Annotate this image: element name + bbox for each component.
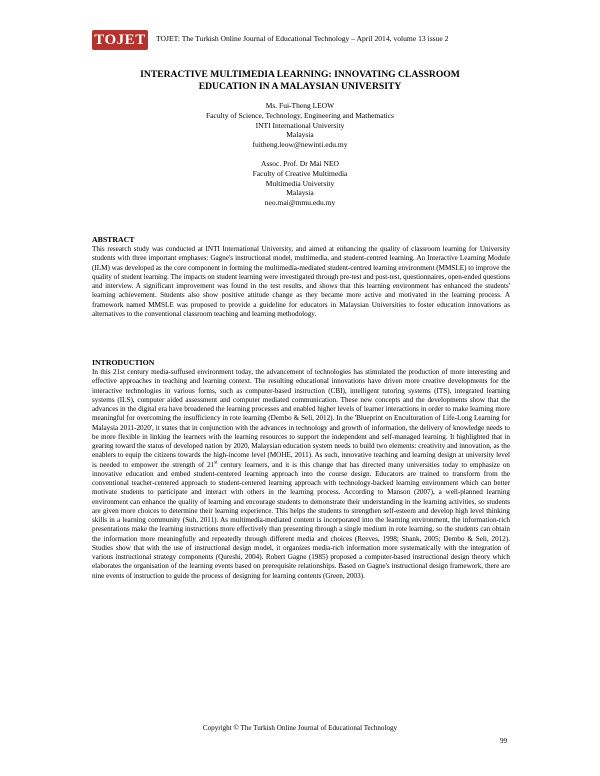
author-list bbox=[60, 101, 540, 217]
author-name: Ms. Fui-Theng LEOW bbox=[265, 101, 335, 110]
author-email: neo.mai@mmu.edu.my bbox=[264, 198, 336, 208]
author-email: fuitheng.leow@newinti.edu.my bbox=[252, 140, 348, 150]
author-block bbox=[60, 159, 540, 208]
copyright-footer: Copyright © The Turkish Online Journal of Educational Technology bbox=[202, 724, 398, 732]
author-name: Assoc. Prof. Dr Mai NEO bbox=[261, 158, 339, 168]
author-country: Malaysia bbox=[286, 188, 314, 198]
author-institution: INTI International University bbox=[255, 120, 345, 130]
page-number: 99 bbox=[500, 737, 508, 745]
introduction-text bbox=[92, 368, 510, 581]
author-institution: Multimedia University bbox=[265, 178, 335, 188]
title-line-1: INTERACTIVE MULTIMEDIA LEARNING: INNOVATING CLASSROOM bbox=[140, 69, 460, 80]
title-line-2: EDUCATION IN A MALAYSIAN UNIVERSITY bbox=[198, 80, 402, 92]
journal-logo: TOJET bbox=[92, 30, 148, 50]
abstract-heading: ABSTRACT bbox=[92, 235, 135, 244]
introduction-text-part-2: century learners, and it is this change that has directed many universities today to emphasize on innovative education and embed student-centered learning approach into the course design. Educators are trained to transform from the conventional teacher-centered approach to student-centered learning approach with technology-backed learning environment which can better motivate students to participate and interact with others in the learning process. According to Manson (2007), a well-planned learning environment can enhance the quality of learning and encourage students to demonstrate their understanding in the learning activities, so students are given more choices to determine their learning experience. This helps the students to strengthen self-esteem and develop high level thinking skills in a learning community (Suh, 2011). As multimedia-mediated content is incorporated into the learning environment, the information-rich presentations make the learning instructions more effectively than presenting through a single medium in rote learning, so the students can obtain the information more meaningfully and repeatedly through different media and choices (Reeves, 1998; Shank, 2005; Dembo & Seli, 2012). Studies show that with the use of instructional design model, it organizes media-rich information more systematically with the integration of various instructional strategy components (Qureshi, 2004). Robert Gagne (1985) proposed a computer-based instructional design theory which elaborates the organisation of the learning events based on prerequisite relationships. Based on Gagne's instructional design framework, there are nine events of instruction to guide the process of designing for learning contents (Green, 2003). bbox=[92, 460, 510, 580]
running-head: TOJET: The Turkish Online Journal of Educational Technology – April 2014, volume 13 issue 2 bbox=[156, 34, 449, 43]
abstract-text: This research study was conducted at INTI International University, and aimed at enhancing the quality of classroom learning for University students with three important emphases: Gagne's instructional model, multimedia, and student-centred learning. An Interactive Learning Module (ILM) was developed as the core component in forming the multimedia-mediated student-centred learning environment (MMSLE) to improve the quality of student learning. The impacts on student learning were investigated through pre-test and post-test, questionnaires, open-ended questions and interview. A significant improvement was found in the test results, and shows that this learning environment has enhanced the students' learning achievement. Students also show positive attitude change as they became more active and motivated in the learning process. A framework named MMSLE was proposed to provide a guideline for educators in Malaysian Universities to foster education innovations as alternatives to the conventional classroom teaching and learning methodology. bbox=[92, 245, 510, 318]
author-affiliation: Faculty of Creative Multimedia bbox=[252, 168, 348, 178]
author-affiliation: Faculty of Science, Technology, Engineering and Mathematics bbox=[206, 110, 394, 120]
journal-header bbox=[92, 30, 532, 52]
author-block bbox=[60, 101, 540, 150]
abstract-section bbox=[92, 235, 510, 319]
introduction-section bbox=[92, 358, 510, 581]
superscript-st: st bbox=[214, 460, 218, 466]
paper-title bbox=[60, 69, 540, 92]
author-country: Malaysia bbox=[286, 130, 314, 140]
introduction-text-part-1: In this 21st century media-suffused environment today, the advancement of technologies has stimulated the production of more interesting and effective approaches in teaching and learning context. The resulting educational innovations have driven more creative developments for the interactive technologies in various forms, such as computer-based instruction (CBI), intelligent tutoring systems (ITS), integrated learning systems (ILS), computer aided assessment and computer mediated communication. These new concepts and the developments show that the advances in the digital era have broadened the learning processes and enabled higher levels of learner interactions in order to make learning more meaningful for overcoming the insufficiency in rote learning (Dembo & Seli, 2012). In the 'Blueprint on Enculturation of Life-Long Learning for Malaysia 2011-2020', it states that in conjunction with the advances in technology and growth of information, the delivery of knowledge needs to be more flexible in linking the learners with the learning resources to support the independent and self-managed learning. It highlighted that in gearing toward the status of developed nation by 2020, Malaysian education system needs to build two elements: creativity and innovation, as the enablers to equip the citizens towards the high-income level (MOHE, 2011). As such, innovative teaching and learning design at university level is needed to empower the strength of 21 bbox=[92, 368, 510, 469]
introduction-heading: INTRODUCTION bbox=[92, 358, 155, 367]
